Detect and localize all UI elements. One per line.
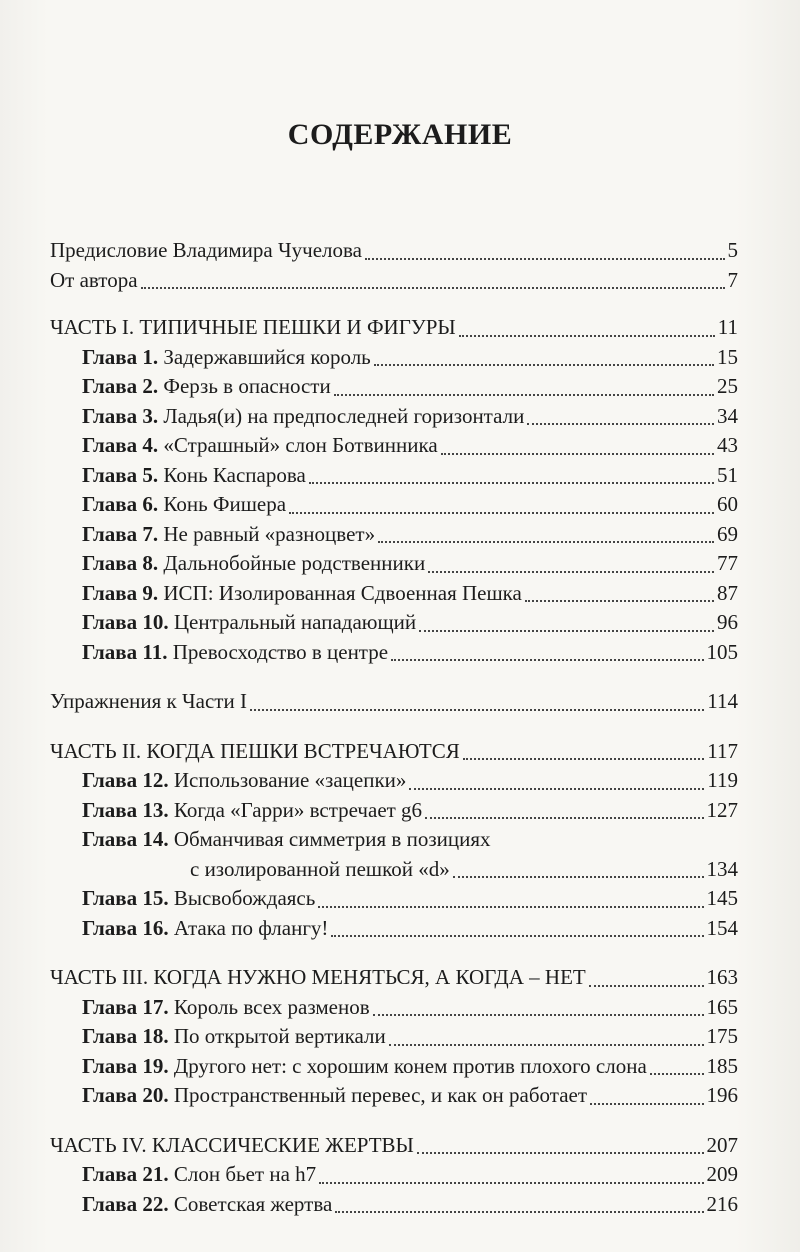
entry-page: 114 [707,689,738,713]
leader-dots [463,757,705,760]
chapter-title: Атака по флангу! [173,915,329,940]
toc-chapter [50,549,738,579]
chapter-title: Ферзь в опасности [163,374,331,398]
entry-page: 7 [727,267,738,292]
toc-chapter [50,431,738,461]
chapter-label [82,608,416,638]
entry-label: Предисловие Владимира Чучелова [50,238,362,262]
chapter-title: Использование «зацепки» [173,768,407,792]
leader-dots [417,1151,704,1154]
chapter-number: Глава 1. [82,344,159,369]
chapter-number: Глава 13. [82,797,169,822]
chapter-title: Советская жертва [173,1191,333,1216]
chapter-page: 119 [707,768,738,792]
chapter-title: «Страшный» слон Ботвинника [163,433,438,457]
entry-label: От автора [50,267,138,292]
toc-chapter [50,343,738,373]
chapter-page: 127 [706,797,738,822]
leader-dots [378,540,714,543]
chapter-number: Глава 21. [82,1162,169,1186]
chapter-label [82,796,422,826]
chapter-label [82,993,370,1023]
chapter-number: Глава 16. [82,915,169,940]
chapter-number: Глава 11. [82,639,168,664]
chapter-label [82,461,306,491]
chapter-label [82,1081,587,1111]
chapter-label [82,431,438,461]
toc-chapter [50,766,738,796]
leader-dots [374,363,714,366]
chapter-number: Глава 19. [82,1053,169,1078]
chapter-label [82,766,406,796]
chapter-page: 51 [717,462,738,487]
chapter-number: Глава 9. [82,580,159,605]
leader-dots [319,1181,703,1184]
chapter-title: Дальнобойные родственники [163,551,426,575]
leader-dots [409,787,704,790]
toc-chapter [50,372,738,402]
part-page: 117 [707,738,738,763]
chapter-label [82,884,315,914]
chapter-page: 96 [717,610,738,634]
entry-label: Упражнения к Части I [50,689,247,713]
chapter-title: ИСП: Изолированная Сдвоенная Пешка [163,580,522,605]
chapter-page: 134 [706,856,738,881]
toc-part-2 [50,737,738,767]
chapter-page: 43 [717,433,738,457]
chapter-page: 154 [706,915,738,940]
chapter-page: 25 [717,374,738,398]
chapter-title: Конь Каспарова [163,462,306,487]
toc-chapter [50,490,738,520]
table-of-contents [50,236,738,1219]
chapter-page: 34 [717,403,738,428]
toc-chapter [50,608,738,638]
chapter-number: Глава 2. [82,374,159,398]
chapter-title: Ладья(и) на предпоследней горизонтали [163,403,525,428]
chapter-title: Не равный «разноцвет» [163,521,376,546]
leader-dots [453,875,704,878]
leader-dots [318,905,703,908]
toc-chapter [50,914,738,944]
leader-dots [389,1043,704,1046]
chapter-number: Глава 6. [82,492,159,516]
chapter-title: По открытой вертикали [173,1024,386,1048]
chapter-number: Глава 10. [82,610,169,634]
chapter-page: 87 [717,580,738,605]
chapter-label [82,1160,316,1190]
part-page: 207 [706,1132,738,1157]
part-title: ЧАСТЬ I. ТИПИЧНЫЕ ПЕШКИ И ФИГУРЫ [50,315,456,339]
chapter-title: Высвобождаясь [173,886,316,910]
toc-part-1 [50,313,738,343]
chapter-label [82,520,375,550]
toc-chapter [50,855,738,885]
chapter-title: Король всех разменов [173,994,370,1019]
part-title: ЧАСТЬ IV. КЛАССИЧЕСКИЕ ЖЕРТВЫ [50,1132,414,1157]
toc-chapter [50,1081,738,1111]
toc-chapter [50,579,738,609]
chapter-label [82,490,286,520]
chapter-label [82,1052,647,1082]
chapter-label [82,343,371,373]
chapter-number: Глава 15. [82,886,169,910]
entry-page: 5 [727,238,738,262]
chapter-number: Глава 7. [82,521,159,546]
toc-chapter [50,1052,738,1082]
chapter-label [82,372,331,402]
chapter-page: 196 [706,1083,738,1107]
leader-dots [428,570,714,573]
leader-dots [425,816,703,819]
part-page: 11 [717,315,738,339]
leader-dots [419,629,714,632]
chapter-page: 185 [706,1053,738,1078]
chapter-label [82,914,328,944]
chapter-title: Обманчивая симметрия в позициях [173,827,491,851]
toc-chapter [50,638,738,668]
leader-dots [331,934,703,937]
toc-part-3 [50,963,738,993]
leader-dots [650,1072,704,1075]
chapter-page: 15 [717,344,738,369]
page-title: СОДЕРЖАНИЕ [287,118,513,151]
toc-chapter [50,1190,738,1220]
chapter-title: Центральный нападающий [173,610,417,634]
leader-dots [289,511,714,514]
chapter-number: Глава 20. [82,1083,169,1107]
chapter-title: Когда «Гарри» встречает g6 [173,797,423,822]
chapter-number: Глава 14. [82,827,169,851]
toc-entry-author [50,266,738,296]
chapter-label [82,1190,332,1220]
chapter-number: Глава 12. [82,768,169,792]
toc-chapter [50,993,738,1023]
toc-chapter-line1 [50,825,738,855]
leader-dots [335,1210,703,1213]
chapter-label [82,549,425,579]
leader-dots [365,257,725,260]
leader-dots [441,452,714,455]
part-page: 163 [706,965,738,989]
chapter-label [82,579,522,609]
chapter-title: Пространственный перевес, и как он работает [173,1083,588,1107]
toc-chapter [50,402,738,432]
toc-part-4 [50,1131,738,1161]
leader-dots [250,708,704,711]
chapter-label [82,402,524,432]
toc-exercises-1 [50,687,738,717]
chapter-number: Глава 18. [82,1024,169,1048]
leader-dots [527,422,714,425]
toc-chapter [50,1022,738,1052]
leader-dots [373,1013,704,1016]
chapter-page: 145 [706,886,738,910]
chapter-title: Задержавшийся король [163,344,371,369]
chapter-number: Глава 3. [82,403,159,428]
chapter-page: 209 [706,1162,738,1186]
toc-chapter [50,796,738,826]
toc-chapter [50,461,738,491]
leader-dots [525,599,714,602]
chapter-number: Глава 4. [82,433,159,457]
chapter-number: Глава 5. [82,462,159,487]
chapter-title: Превосходство в центре [172,639,389,664]
toc-entry-foreword [50,236,738,266]
chapter-page: 105 [706,639,738,664]
chapter-page: 165 [706,994,738,1019]
part-title: ЧАСТЬ III. КОГДА НУЖНО МЕНЯТЬСЯ, А КОГДА – НЕТ [50,965,586,989]
leader-dots [589,984,704,987]
leader-dots [459,334,715,337]
chapter-title: Слон бьет на h7 [173,1162,317,1186]
chapter-number: Глава 22. [82,1191,169,1216]
part-title: ЧАСТЬ II. КОГДА ПЕШКИ ВСТРЕЧАЮТСЯ [50,738,460,763]
leader-dots [141,286,725,289]
chapter-page: 60 [717,492,738,516]
toc-chapter [50,884,738,914]
chapter-page: 175 [706,1024,738,1048]
chapter-title: Конь Фишера [163,492,287,516]
leader-dots [590,1102,703,1105]
chapter-number: Глава 8. [82,551,159,575]
toc-chapter [50,520,738,550]
chapter-label [82,1022,386,1052]
leader-dots [391,658,703,661]
chapter-number: Глава 17. [82,994,169,1019]
chapter-page: 216 [706,1191,738,1216]
chapter-title: Другого нет: с хорошим конем против плохого слона [173,1053,647,1078]
leader-dots [309,481,714,484]
chapter-page: 69 [717,521,738,546]
chapter-label [82,638,388,668]
chapter-page: 77 [717,551,738,575]
toc-chapter [50,1160,738,1190]
leader-dots [334,393,714,396]
chapter-title-continued: с изолированной пешкой «d» [190,856,450,881]
